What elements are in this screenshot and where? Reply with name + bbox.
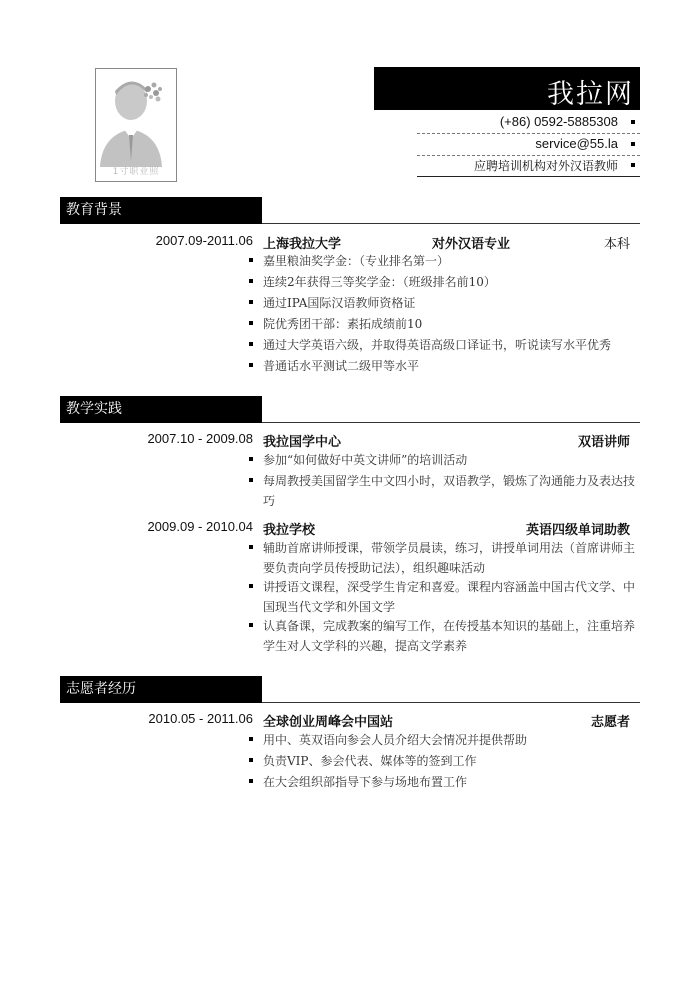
list-item: 嘉里粮油奖学金：（专业排名第一） — [263, 251, 643, 271]
section-title-teaching: 教学实践 — [60, 396, 262, 423]
list-item: 用中、英双语向参会人员介绍大会情况并提供帮助 — [263, 730, 643, 750]
section-divider — [262, 223, 640, 224]
list-item: 普通话水平测试二级甲等水平 — [263, 356, 643, 376]
list-item: 每周教授美国留学生中文四小时，双语教学，锻炼了沟通能力及表达技巧 — [263, 471, 643, 511]
email-line — [417, 136, 640, 156]
list-item: 通过大学英语六级，并取得英语高级口译证书，听说读写水平优秀 — [263, 335, 643, 355]
list-item: 参加“如何做好中英文讲师”的培训活动 — [263, 450, 643, 470]
list-item: 在大会组织部指导下参与场地布置工作 — [263, 772, 643, 792]
email-text: service@55.la — [535, 136, 618, 151]
school-name: 上海我拉大学 — [263, 237, 342, 252]
list-item: 负责VIP、参会代表、媒体等的签到工作 — [263, 751, 643, 771]
teaching-date-2: 2009.09 - 2010.04 — [147, 519, 253, 534]
phone-text: (+86) 0592-5885308 — [499, 114, 618, 129]
teaching-date-1: 2007.10 - 2009.08 — [147, 431, 253, 446]
major-name: 对外汉语专业 — [432, 237, 511, 252]
section-title-volunteer: 志愿者经历 — [60, 676, 262, 703]
list-item: 认真备课，完成教案的编写工作，在传授基本知识的基础上，注重培养学生对人文学科的兴趣，提高文学素养 — [263, 616, 643, 656]
degree: 本科 — [603, 237, 630, 252]
teaching-org-1: 我拉国学中心 — [263, 435, 342, 450]
square-bullet-icon — [631, 142, 635, 146]
list-item: 讲授语文课程，深受学生肯定和喜爱。课程内容涵盖中国古代文学、中国现当代文学和外国文学 — [263, 577, 643, 617]
photo-caption: 1寸职业照 — [112, 167, 160, 177]
objective-text: 应聘培训机构对外汉语教师 — [473, 159, 618, 173]
volunteer-role: 志愿者 — [590, 715, 630, 730]
teaching-role-2: 英语四级单词助教 — [525, 523, 630, 538]
objective-line — [417, 157, 640, 177]
section-divider — [262, 702, 640, 703]
square-bullet-icon — [631, 120, 635, 124]
name-banner — [374, 67, 640, 110]
volunteer-org: 全球创业周峰会中国站 — [263, 715, 394, 730]
volunteer-date: 2010.05 - 2011.06 — [148, 711, 253, 726]
square-bullet-icon — [631, 163, 635, 167]
list-item: 通过IPA国际汉语教师资格证 — [263, 293, 643, 313]
phone-line — [417, 114, 640, 134]
teaching-role-1: 双语讲师 — [577, 435, 630, 450]
profile-photo — [95, 68, 177, 182]
list-item: 院优秀团干部：素拓成绩前10 — [263, 314, 643, 334]
section-divider — [262, 422, 640, 423]
education-date: 2007.09-2011.06 — [155, 233, 253, 248]
teaching-org-2: 我拉学校 — [263, 523, 316, 538]
list-item: 连续2年获得三等奖学金：（班级排名前10） — [263, 272, 643, 292]
candidate-name: 我拉网 — [547, 79, 634, 110]
list-item: 辅助首席讲师授课，带领学员晨读，练习，讲授单词用法（首席讲师主要负责向学员传授助记法），组织趣味活动 — [263, 538, 643, 578]
section-title-education: 教育背景 — [60, 197, 262, 224]
